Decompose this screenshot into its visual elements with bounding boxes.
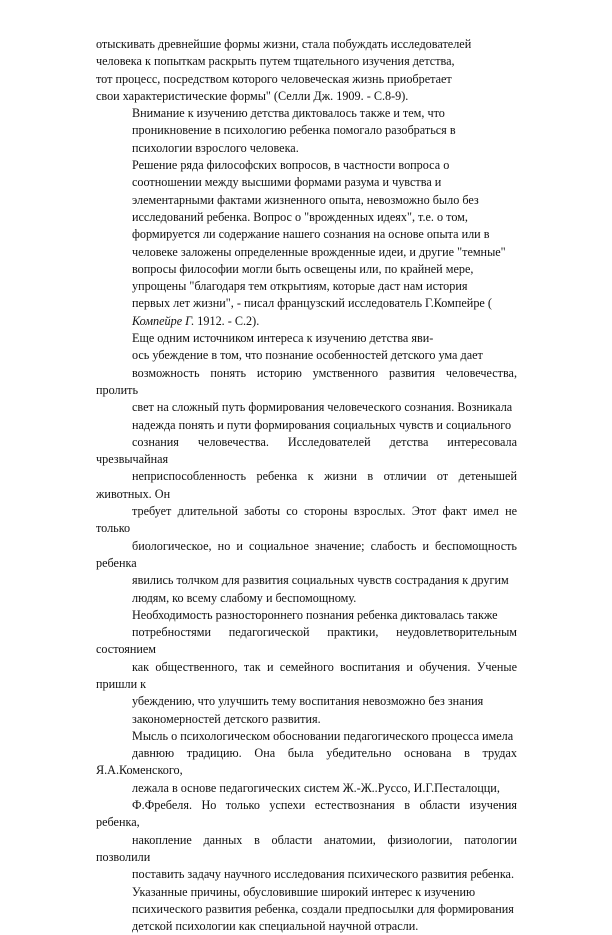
text-line: отыскивать древнейшие формы жизни, стала побуждать исследователей bbox=[96, 37, 472, 51]
text-line: лежала в основе педагогических систем Ж.-Ж..Руссо, И.Г.Песталоцци, bbox=[132, 780, 500, 795]
text-line: Указанные причины, обусловившие широкий интерес к изучению bbox=[132, 884, 476, 899]
text-line: вопросы философии могли быть освещены или, по крайней мере, bbox=[132, 261, 474, 276]
paragraph-7 bbox=[96, 884, 517, 935]
text-line: исследований ребенка. Вопрос о "врожденных идеях", т.е. о том, bbox=[132, 209, 468, 224]
text-line: упрощены "благодаря тем открытиям, которые даст нам история bbox=[132, 279, 468, 294]
text-line: элементарными фактами жизненного опыта, невозможно было без bbox=[132, 192, 479, 207]
paragraph-2 bbox=[96, 105, 517, 157]
text-line: свет на сложный путь формирования человеческого сознания. Возникала bbox=[132, 400, 513, 415]
text-line: соотношении между высшими формами разума и чувства и bbox=[132, 175, 442, 190]
text-line: сознания человечества. Исследователей детства интересовала чрезвычайная bbox=[96, 434, 517, 467]
text-line: человека к попыткам раскрыть путем тщательного изучения детства, bbox=[96, 54, 455, 69]
text-line: ось убеждение в том, что познание особенностей детского ума дает bbox=[132, 348, 483, 363]
text-line: Внимание к изучению детства диктовалось также и тем, что bbox=[132, 106, 445, 121]
text-line: давнюю традицию. Она была убедительно основана в трудах Я.А.Коменского, bbox=[96, 746, 517, 778]
text-line: тот процесс, посредством которого человеческая жизнь приобретает bbox=[96, 71, 452, 86]
paragraph-3 bbox=[96, 157, 517, 330]
paragraph-1 bbox=[96, 36, 517, 105]
text-line: возможность понять историю умственного развития человечества, пролить bbox=[96, 365, 517, 397]
citation-author: Компейре Г. bbox=[132, 313, 195, 328]
text-line: Мысль о психологическом обосновании педагогического процесса имела bbox=[132, 728, 514, 743]
text-line: убеждению, что улучшить тему воспитания невозможно без знания bbox=[132, 694, 484, 709]
text-line: закономерностей детского развития. bbox=[132, 711, 321, 726]
text-line: неприспособленность ребенка к жизни в отличии от детенышей животных. Он bbox=[96, 469, 517, 501]
text-line: психического развития ребенка, создали предпосылки для формирования bbox=[132, 901, 514, 916]
text-line: накопление данных в области анатомии, физиологии, патологии позволили bbox=[96, 832, 517, 864]
text-line: поставить задачу научного исследования психического развития ребенка. bbox=[132, 867, 515, 882]
text-line: Необходимость разностороннего познания ребенка диктовалась также bbox=[132, 607, 498, 622]
text-line: проникновение в психологию ребенка помогало разобраться в bbox=[132, 123, 456, 138]
text-line: биологическое, но и социальное значение; слабость и беспомощность ребенка bbox=[96, 538, 517, 570]
citation-details: 1912. - С.2). bbox=[194, 313, 260, 328]
paragraph-5 bbox=[96, 607, 517, 728]
paragraph-4 bbox=[96, 330, 517, 607]
text-line: надежда понять и пути формирования социальных чувств и социального bbox=[132, 417, 512, 432]
document-body bbox=[96, 36, 517, 935]
text-line: как общественного, так и семейного воспитания и обучения. Ученые пришли к bbox=[96, 659, 517, 691]
text-line: требует длительной заботы со стороны взрослых. Этот факт имел не только bbox=[96, 504, 517, 536]
text-line: людям, ко всему слабому и беспомощному. bbox=[132, 590, 357, 605]
text-line: потребностями педагогической практики, неудовлетворительным состоянием bbox=[96, 625, 517, 657]
text-line: Еще одним источником интереса к изучению детства яви- bbox=[132, 331, 434, 346]
text-line: свои характеристические формы" (Селли Дж. 1909. - С.8-9). bbox=[96, 88, 409, 103]
text-line: формируется ли содержание нашего сознания на основе опыта или в bbox=[132, 227, 490, 242]
paragraph-6 bbox=[96, 728, 517, 884]
text-line: психологии взрослого человека. bbox=[132, 140, 299, 155]
text-line bbox=[96, 313, 517, 330]
text-line: Решение ряда философских вопросов, в частности вопроса о bbox=[132, 158, 450, 173]
text-line: человеке заложены определенные врожденные идеи, и другие "темные" bbox=[132, 244, 506, 259]
text-line: явились толчком для развития социальных чувств сострадания к другим bbox=[132, 573, 509, 588]
text-line: Ф.Фребеля. Но только успехи естествознания в области изучения ребенка, bbox=[96, 798, 517, 830]
text-line: детской психологии как специальной научной отрасли. bbox=[132, 919, 419, 934]
text-line: первых лет жизни", - писал французский исследователь Г.Компейре ( bbox=[132, 296, 492, 311]
